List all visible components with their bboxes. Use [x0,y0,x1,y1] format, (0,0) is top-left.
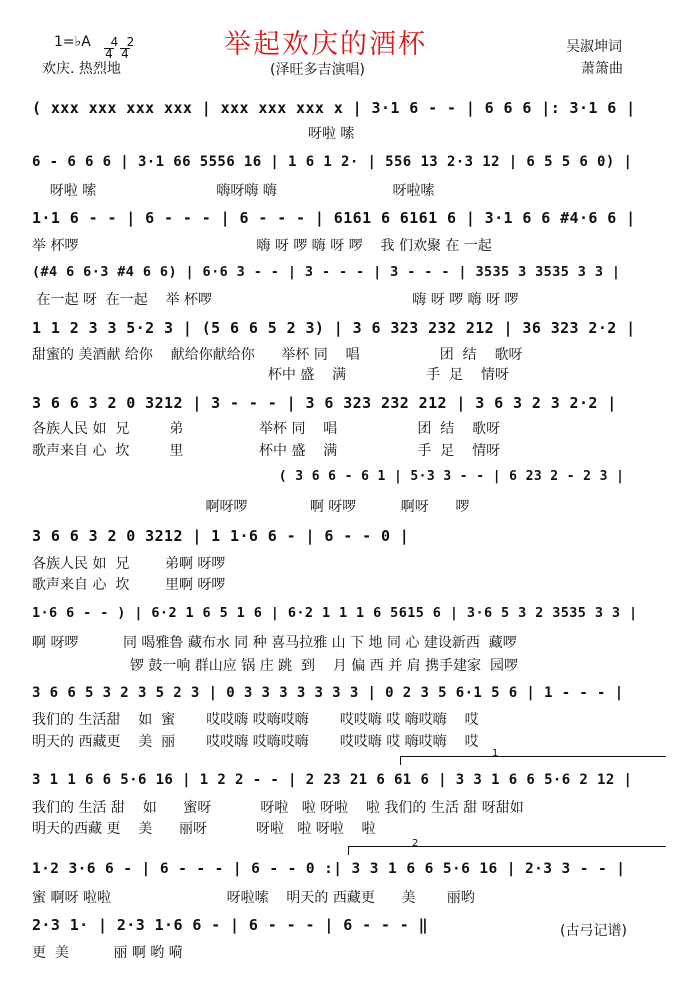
tempo-marking: 欢庆. 热烈地 [42,61,121,77]
composer: 萧箫曲 [581,61,623,77]
volta-number-2: 2 [412,838,419,849]
volta-bracket-2 [348,846,666,855]
notation-system-7: ( 3 6 6 - 6 1 | 5·3 3 - - | 6 23 2 - 2 3 | [32,469,625,484]
lyric-line-4-1: 在一起 呀 在一起 举 杯啰 嗨 呀 啰 嗨 呀 啰 [32,292,519,308]
lyric-line-2-1: 呀啦 嗦 嗨呀嗨 嗨 呀啦嗦 [32,183,435,199]
lyric-line-12-1: 蜜 啊呀 啦啦 呀啦嗦 明天的 西藏更 美 丽哟 [32,890,475,906]
notation-system-9: 1·6 6 - - ) | 6·2 1 6 5 1 6 | 6·2 1 1 1 6 5615 6 | 3·6 5 3 2 3535 3 3 | [32,605,638,621]
time-signature-2-4: 2 4 [121,35,135,61]
volta-bracket-1 [400,756,666,765]
notation-system-3: 1·1 6 - - | 6 - - - | 6 - - - | 6161 6 6161 6 | 3·1 6 6 #4·6 6 | [32,209,636,227]
lyric-line-5-1: 甜蜜的 美酒献 给你 献给你献给你 举杯 同 唱 团 结 歌呀 [32,347,523,363]
lyric-line-8-2: 歌声来自 心 坎 里啊 呀啰 [32,577,226,593]
transcriber-credit: (古弓记谱) [560,923,627,939]
notation-system-10: 3 6 6 5 3 2 3 5 2 3 | 0 3 3 3 3 3 3 3 | 0 2 3 5 6·1 5 6 | 1 - - - | [32,685,624,701]
notation-system-6: 3 6 6 3 2 0 3212 | 3 - - - | 3 6 323 232 212 | 3 6 3 2 3 2·2 | [32,394,617,412]
lyric-line-6-2: 歌声来自 心 坎 里 杯中 盛 满 手 足 情呀 [32,443,501,459]
lyric-line-11-1: 我们的 生活 甜 如 蜜呀 呀啦 啦 呀啦 啦 我们的 生活 甜 呀甜如 [32,800,524,816]
notation-system-13: 2·3 1· | 2·3 1·6 6 - | 6 - - - | 6 - - - ‖ [32,916,429,934]
lyric-line-10-1: 我们的 生活甜 如 蜜 哎哎嗨 哎嗨哎嗨 哎哎嗨 哎 嗨哎嗨 哎 [32,712,479,728]
song-title: 举起欢庆的酒杯 [224,29,427,60]
lyric-line-9-2: 锣 鼓一响 群山应 锅 庄 跳 到 月 偏 西 并 肩 携手建家 园啰 [32,658,519,674]
notation-system-1: ( xxx xxx xxx xxx | xxx xxx xxx x | 3·1 6 - - | 6 6 6 |: 3·1 6 | [32,99,636,117]
notation-system-2: 6 - 6 6 6 | 3·1 66 5556 16 | 1 6 1 2· | 556 13 2·3 12 | 6 5 5 6 0) | [32,154,633,170]
lyric-line-7-1: 啊呀啰 啊 呀啰 啊呀 啰 [32,499,470,515]
time-signature-4-4: 4 4 [105,35,119,61]
lyric-line-3-1: 举 杯啰 嗨 呀 啰 嗨 呀 啰 我 们欢聚 在 一起 [32,238,492,254]
notation-system-5: 1 1 2 3 3 5·2 3 | (5 6 6 5 2 3) | 3 6 323 232 212 | 36 323 2·2 | [32,319,636,337]
notation-system-4: (#4 6 6·3 #4 6 6) | 6·6 3 - - | 3 - - - | 3 - - - | 3535 3 3535 3 3 | [32,264,621,280]
notation-system-8: 3 6 6 3 2 0 3212 | 1 1·6 6 - | 6 - - 0 | [32,527,410,545]
notation-system-12: 1·2 3·6 6 - | 6 - - - | 6 - - 0 :| 3 3 1 6 6 5·6 16 | 2·3 3 - - | [32,861,626,877]
lyric-line-8-1: 各族人民 如 兄 弟啊 呀啰 [32,556,226,572]
lyric-line-6-1: 各族人民 如 兄 弟 举杯 同 唱 团 结 歌呀 [32,421,501,437]
volta-number-1: 1 [492,748,499,759]
lyric-line-5-2: 杯中 盛 满 手 足 情呀 [32,367,509,383]
lyric-line-10-2: 明天的 西藏更 美 丽 哎哎嗨 哎嗨哎嗨 哎哎嗨 哎 嗨哎嗨 哎 [32,734,479,750]
key-signature: 1=♭A [54,34,91,50]
lyric-line-1-1: 呀啦 嗦 [32,126,355,142]
performer: (泽旺多吉演唱) [270,62,365,78]
lyric-line-9-1: 啊 呀啰 同 喝雅鲁 藏布水 同 种 喜马拉雅 山 下 地 同 心 建设新西 藏啰 [32,635,517,651]
notation-system-11: 3 1 1 6 6 5·6 16 | 1 2 2 - - | 2 23 21 6 61 6 | 3 3 1 6 6 5·6 2 12 | [32,772,633,788]
lyricist: 吴淑坤词 [566,39,622,55]
lyric-line-11-2: 明天的西藏 更 美 丽呀 呀啦 啦 呀啦 啦 [32,821,376,837]
lyric-line-13-1: 更 美 丽 啊 哟 嗬 [32,945,183,961]
